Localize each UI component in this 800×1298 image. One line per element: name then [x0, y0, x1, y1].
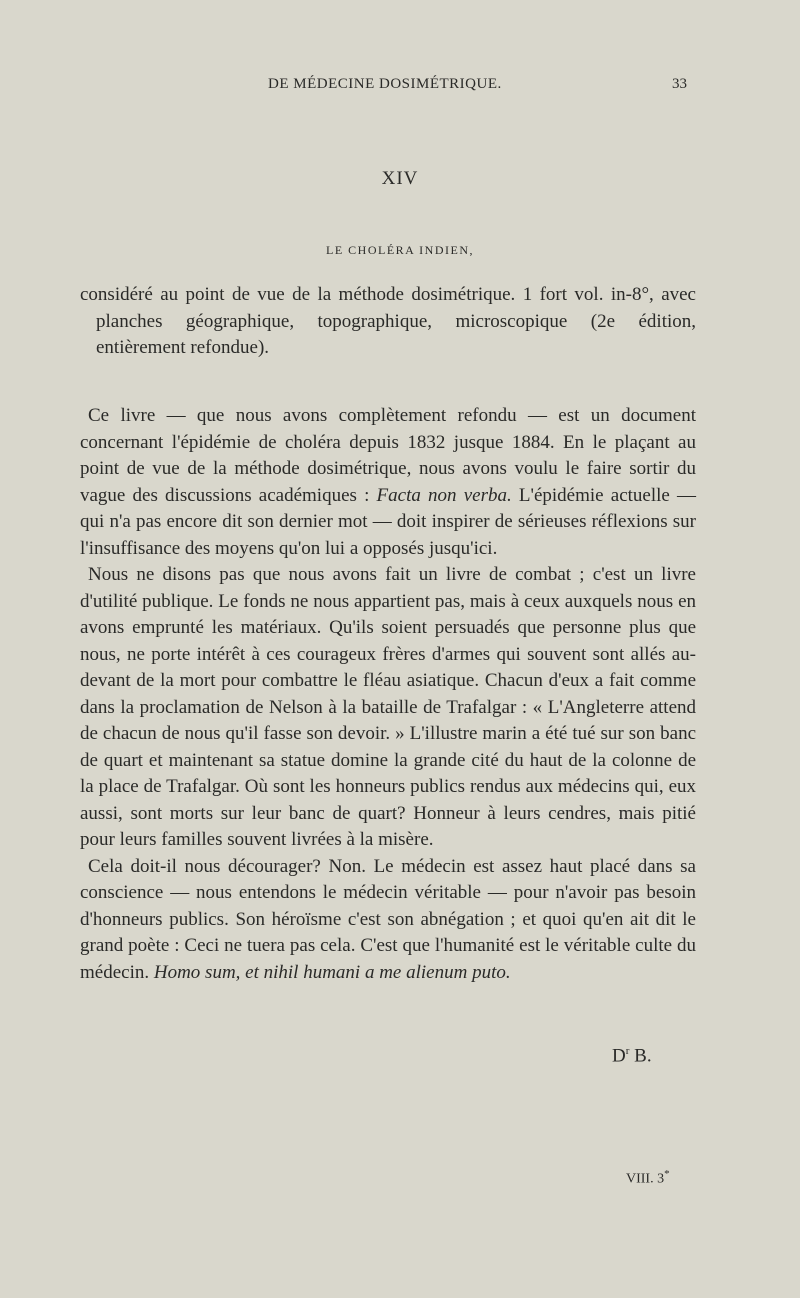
signature-mark — [626, 1168, 670, 1188]
text-segment: L'épidémie actuelle — qui n'a pas encore dit son dernier mot — doit inspirer de sérieuses réflexions sur l'insuffisance des moyens qu'on lui a opposés jusqu'ici. — [80, 484, 697, 559]
italic-phrase: Facta non verba. — [376, 484, 512, 506]
entry-title: LE CHOLÉRA INDIEN, — [326, 243, 474, 257]
signature-sup: r — [625, 1045, 630, 1057]
paragraph — [80, 854, 696, 987]
chapter-number: XIV — [381, 168, 419, 189]
paragraph — [80, 403, 696, 562]
body-text — [80, 403, 696, 986]
page-number: 33 — [672, 76, 687, 92]
text-segment: Ce livre — que nous avons complètement refondu — est un document concernant l'épidémie de choléra depuis 1832 jusque 1884. En le plaçant au point de vue de la méthode dosimétrique, nous avons voulu le faire sortir du vague des discussions académiques : — [80, 405, 696, 506]
signature — [612, 1045, 652, 1067]
text-segment: Cela doit-il nous décourager? Non. Le médecin est assez haut placé dans sa conscience — nous entendons le médecin véritable — pour n'avoir pas besoin d'honneurs publics. Son héroïsme c'est son abnégation ; et quoi qu'en ait dit le grand poète : Ceci ne tuera pas cela. C'est que l'humanité est le véritable culte du médecin. — [80, 855, 696, 983]
entry-description-block — [80, 282, 696, 362]
signature-mark-text: VIII. 3 — [626, 1171, 665, 1187]
entry-description: considéré au point de vue de la méthode dosimétrique. 1 fort vol. in-8°, avec planches géographique, topographique, microscopique (2e édition, entièrement refondue). — [80, 284, 696, 358]
running-title: DE MÉDECINE DOSIMÉTRIQUE. — [268, 76, 502, 92]
signature-prefix: D — [612, 1045, 626, 1067]
italic-phrase: Homo sum, et nihil humani a me alienum puto. — [153, 961, 511, 983]
signature-name: B. — [634, 1045, 652, 1067]
text-segment: Nous ne disons pas que nous avons fait un livre de combat ; c'est un livre d'utilité publique. Le fonds ne nous appartient pas, mais à ceux auxquels nous en avons emprunté les matériaux. Qu'ils soient persuadés que personne plus que nous, ne porte intérêt à ces courageux frères d'armes qui souvent sont allés au-devant de la mort pour combattre le fléau asiatique. Chacun d'eux a fait comme dans la proclamation de Nelson à la bataille de Trafalgar : « L'Angleterre attend de chacun de nous qu'il fasse son devoir. » L'illustre marin a été tué sur son banc de quart et maintenant sa statue domine la grande cité du haut de la colonne de la place de Trafalgar. Où sont les honneurs publics rendus aux médecins qui, eux aussi, sont morts sur leur banc de quart? Honneur à leurs cendres, mais pitié pour leurs familles souvent livrées à la misère. — [80, 564, 696, 850]
signature-mark-sup: * — [664, 1168, 670, 1180]
paragraph — [80, 562, 696, 854]
